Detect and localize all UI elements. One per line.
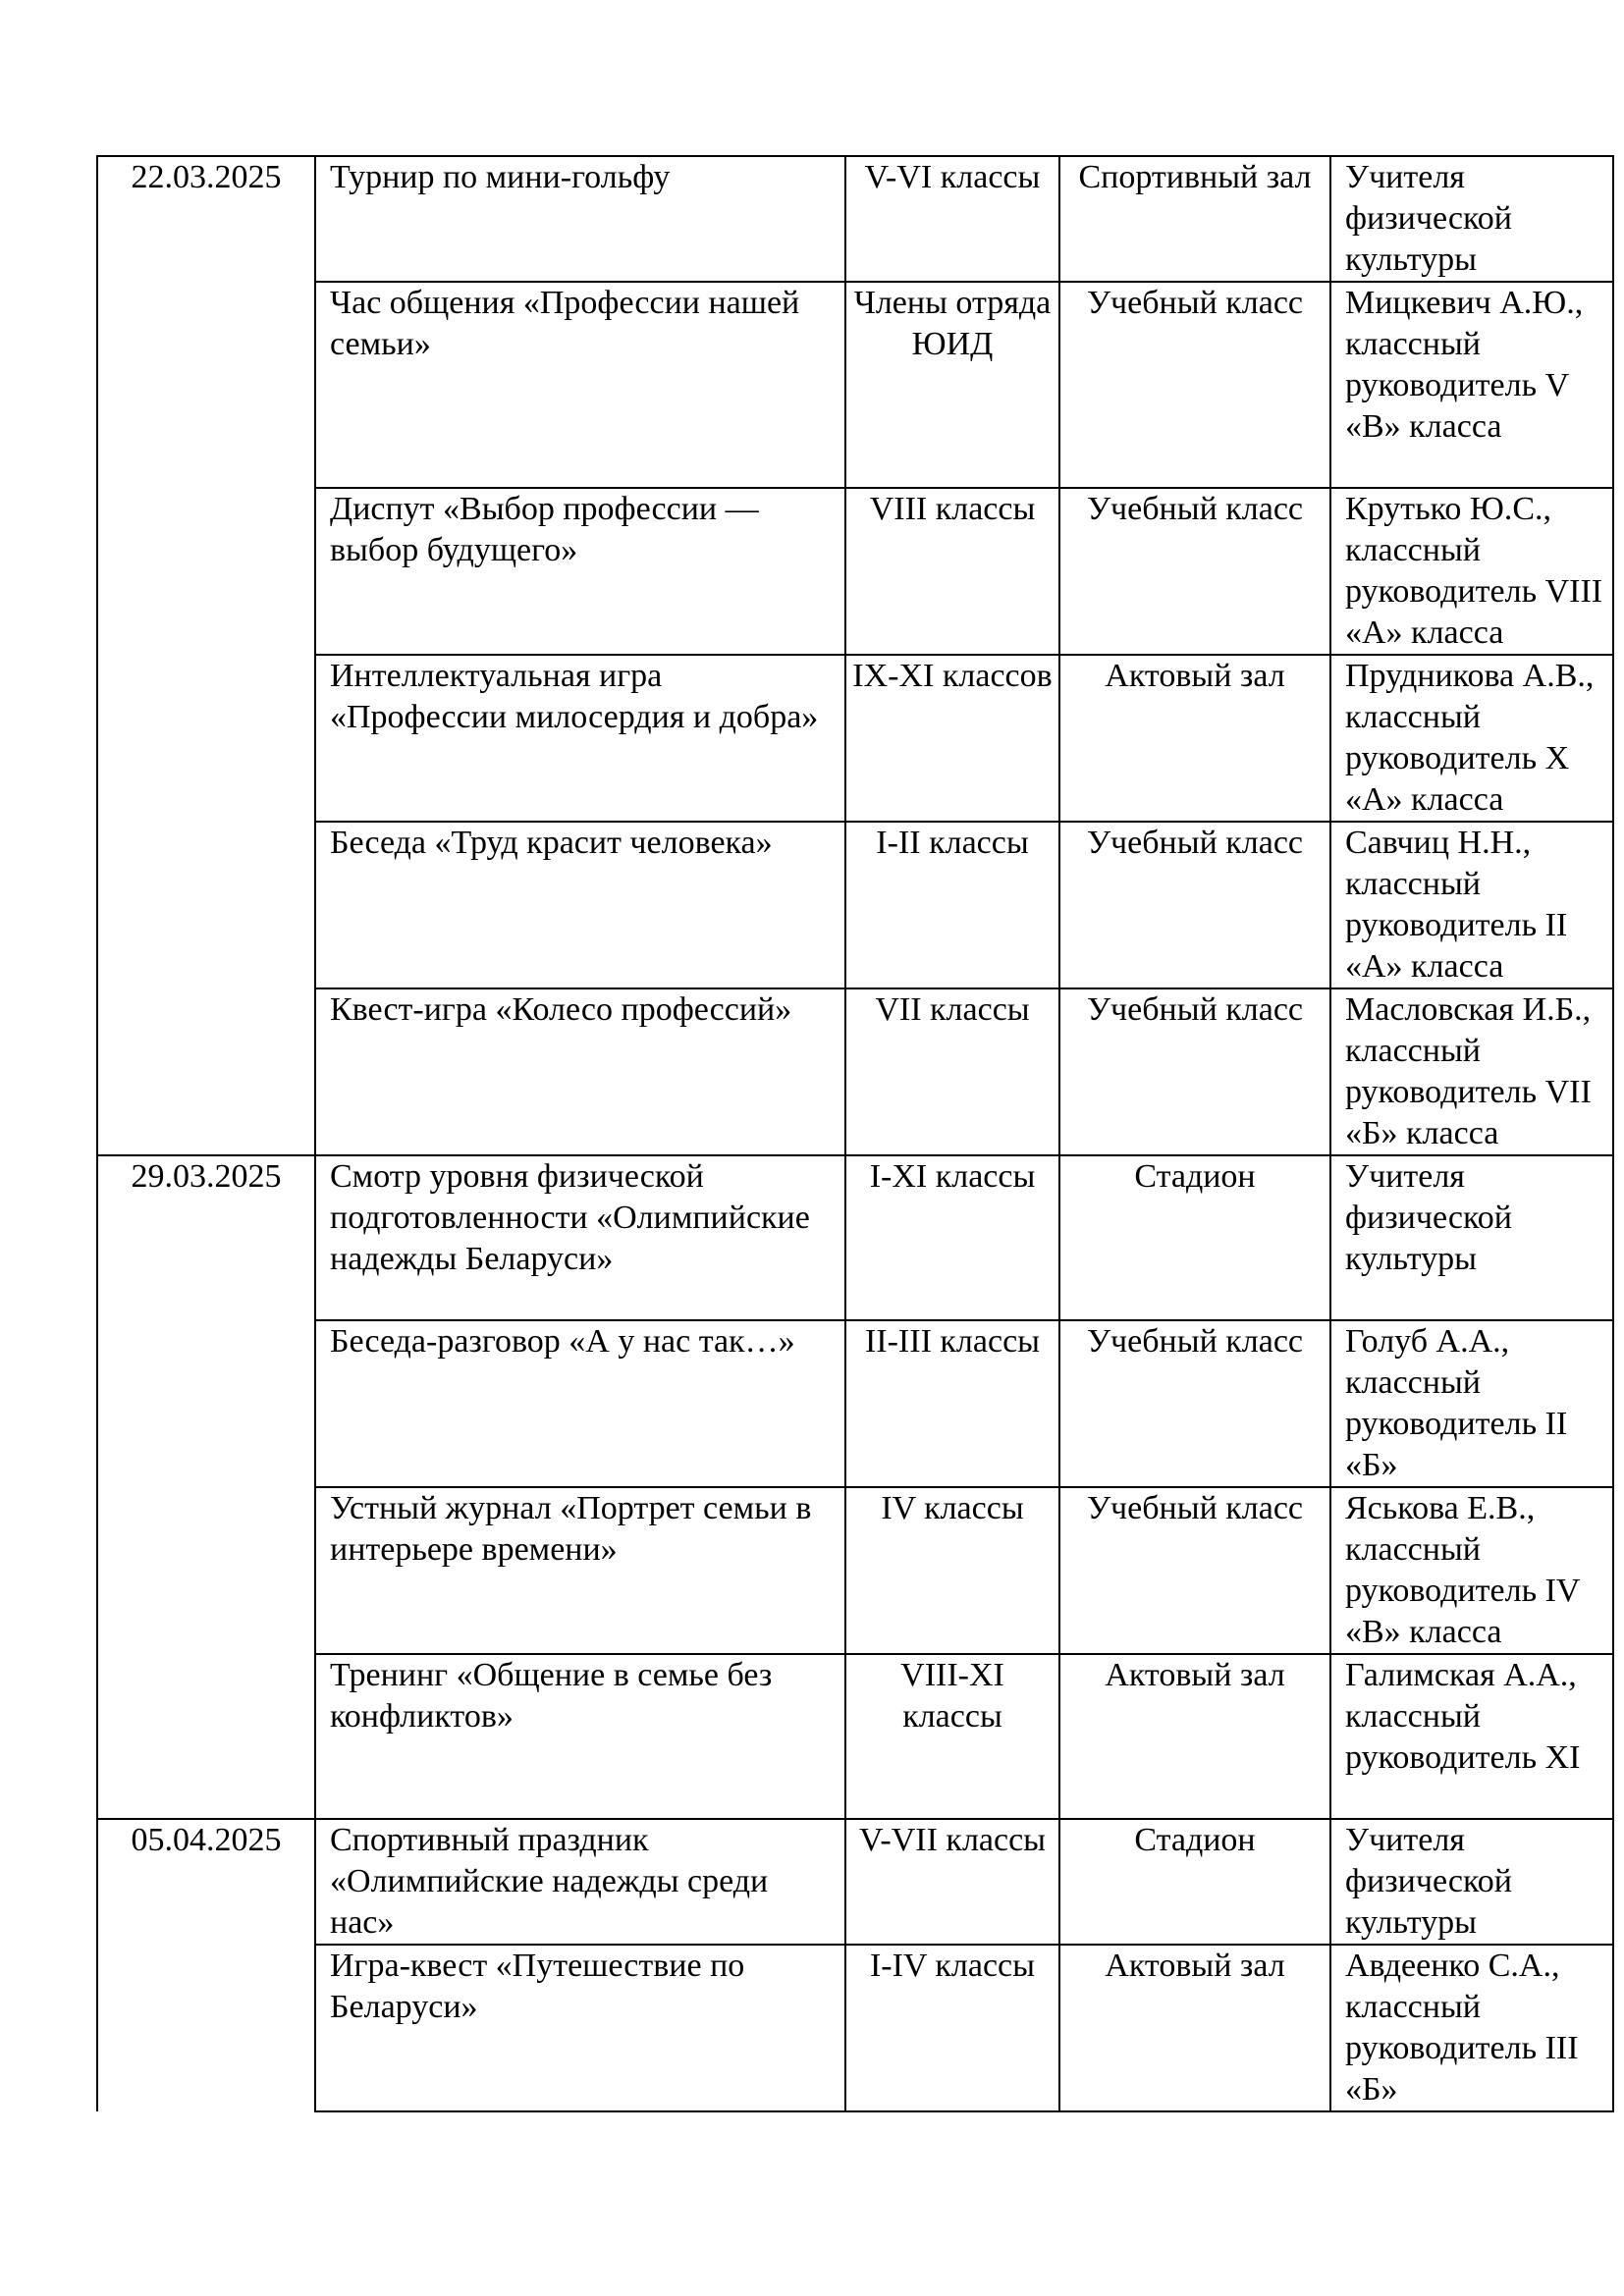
participants-cell: I-II классы bbox=[845, 822, 1059, 988]
event-cell: Интеллектуальная игра «Профессии милосердия и добра» bbox=[315, 655, 845, 822]
date-cell: 29.03.2025 bbox=[97, 1155, 315, 1819]
responsible-cell: Голуб А.А., классный руководитель II «Б» bbox=[1330, 1320, 1613, 1487]
responsible-cell: Учителя физической культуры bbox=[1330, 1819, 1613, 1945]
responsible-cell: Яськова Е.В., классный руководитель IV «В» класса bbox=[1330, 1487, 1613, 1654]
place-cell: Актовый зал bbox=[1059, 1654, 1330, 1819]
participants-cell: VIII классы bbox=[845, 488, 1059, 655]
responsible-cell: Масловская И.Б., классный руководитель VII «Б» класса bbox=[1330, 988, 1613, 1155]
place-cell: Актовый зал bbox=[1059, 655, 1330, 822]
table-row bbox=[97, 1819, 1613, 1945]
place-cell: Учебный класс bbox=[1059, 488, 1330, 655]
event-cell: Турнир по мини-гольфу bbox=[315, 156, 845, 282]
table-row bbox=[97, 488, 1613, 655]
participants-cell: V-VI классы bbox=[845, 156, 1059, 282]
participants-cell: VII классы bbox=[845, 988, 1059, 1155]
schedule-table bbox=[96, 155, 1614, 2112]
place-cell: Стадион bbox=[1059, 1155, 1330, 1320]
event-cell: Квест-игра «Колесо профессий» bbox=[315, 988, 845, 1155]
participants-cell: IV классы bbox=[845, 1487, 1059, 1654]
date-cell: 22.03.2025 bbox=[97, 156, 315, 1155]
participants-cell: Члены отряда ЮИД bbox=[845, 282, 1059, 488]
table-row bbox=[97, 822, 1613, 988]
table-row bbox=[97, 1945, 1613, 2111]
event-cell: Устный журнал «Портрет семьи в интерьере времени» bbox=[315, 1487, 845, 1654]
responsible-cell: Крутько Ю.С., классный руководитель VIII «А» класса bbox=[1330, 488, 1613, 655]
table-row bbox=[97, 1487, 1613, 1654]
place-cell: Учебный класс bbox=[1059, 282, 1330, 488]
participants-cell: I-XI классы bbox=[845, 1155, 1059, 1320]
event-cell: Смотр уровня физической подготовленности «Олимпийские надежды Беларуси» bbox=[315, 1155, 845, 1320]
place-cell: Спортивный зал bbox=[1059, 156, 1330, 282]
responsible-cell: Галимская А.А., классный руководитель XI bbox=[1330, 1654, 1613, 1819]
table-row bbox=[97, 988, 1613, 1155]
responsible-cell: Авдеенко С.А., классный руководитель III «Б» bbox=[1330, 1945, 1613, 2111]
responsible-cell: Учителя физической культуры bbox=[1330, 1155, 1613, 1320]
responsible-cell: Прудникова А.В., классный руководитель X «А» класса bbox=[1330, 655, 1613, 822]
table-row bbox=[97, 1155, 1613, 1320]
event-cell: Диспут «Выбор профессии — выбор будущего» bbox=[315, 488, 845, 655]
date-cell: 05.04.2025 bbox=[97, 1819, 315, 2111]
place-cell: Учебный класс bbox=[1059, 822, 1330, 988]
participants-cell: V-VII классы bbox=[845, 1819, 1059, 1945]
participants-cell: I-IV классы bbox=[845, 1945, 1059, 2111]
responsible-cell: Учителя физической культуры bbox=[1330, 156, 1613, 282]
event-cell: Игра-квест «Путешествие по Беларуси» bbox=[315, 1945, 845, 2111]
event-cell: Тренинг «Общение в семье без конфликтов» bbox=[315, 1654, 845, 1819]
table-row bbox=[97, 282, 1613, 488]
event-cell: Час общения «Профессии нашей семьи» bbox=[315, 282, 845, 488]
participants-cell: VIII-XI классы bbox=[845, 1654, 1059, 1819]
table-row bbox=[97, 1320, 1613, 1487]
event-cell: Спортивный праздник «Олимпийские надежды среди нас» bbox=[315, 1819, 845, 1945]
table-row bbox=[97, 1654, 1613, 1819]
responsible-cell: Мицкевич А.Ю., классный руководитель V «В» класса bbox=[1330, 282, 1613, 488]
participants-cell: II-III классы bbox=[845, 1320, 1059, 1487]
place-cell: Стадион bbox=[1059, 1819, 1330, 1945]
place-cell: Актовый зал bbox=[1059, 1945, 1330, 2111]
participants-cell: IX-XI классов bbox=[845, 655, 1059, 822]
table-row bbox=[97, 655, 1613, 822]
responsible-cell: Савчиц Н.Н., классный руководитель II «А» класса bbox=[1330, 822, 1613, 988]
event-cell: Беседа «Труд красит человека» bbox=[315, 822, 845, 988]
table-row bbox=[97, 156, 1613, 282]
event-cell: Беседа-разговор «А у нас так…» bbox=[315, 1320, 845, 1487]
place-cell: Учебный класс bbox=[1059, 1487, 1330, 1654]
place-cell: Учебный класс bbox=[1059, 988, 1330, 1155]
place-cell: Учебный класс bbox=[1059, 1320, 1330, 1487]
